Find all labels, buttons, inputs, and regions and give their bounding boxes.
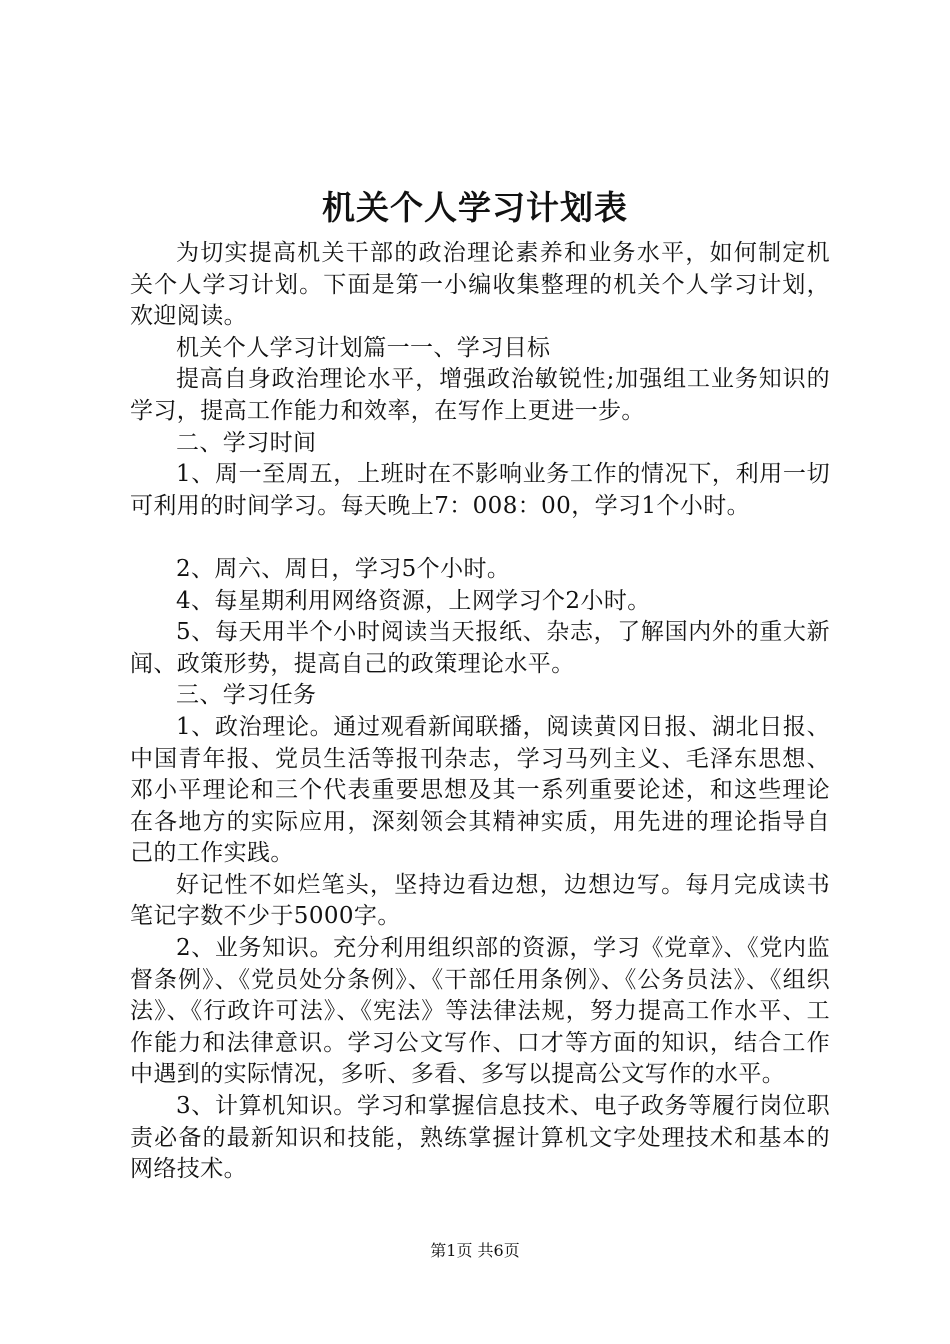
document-body (130, 238, 830, 1186)
section-heading-tasks: 三、学习任务 (176, 682, 317, 709)
task-notes: 好记性不如烂笔头，坚持边看边想，边想边写。每月完成读书笔记字数不少于5000字。 (130, 871, 830, 930)
document-title: 机关个人学习计划表 (322, 188, 628, 227)
page-footer: 第1页 共6页 (430, 1241, 520, 1260)
time-item-4: 4、每星期利用网络资源，上网学习个2小时。 (176, 587, 651, 614)
intro-paragraph: 为切实提高机关干部的政治理论素养和业务水平，如何制定机关个人学习计划。下面是第一小编收集整理的机关个人学习计划，欢迎阅读。 (130, 240, 830, 330)
goal-paragraph: 提高自身政治理论水平，增强政治敏锐性;加强组工业务知识的学习，提高工作能力和效率，在写作上更进一步。 (130, 366, 830, 424)
time-item-2: 2、周六、周日，学习5个小时。 (176, 555, 511, 582)
section-heading-time: 二、学习时间 (176, 429, 317, 456)
plan-heading: 机关个人学习计划篇一一、学习目标 (176, 334, 551, 361)
task-politics: 1、政治理论。通过观看新闻联播，阅读黄冈日报、湖北日报、中国青年报、党员生活等报刊杂志，学习马列主义、毛泽东思想、邓小平理论和三个代表重要思想及其一系列重要论述，和这些理论在各地方的实际应用，深刻领会其精神实质，用先进的理论指导自己的工作实践。 (130, 713, 830, 867)
time-item-1: 1、周一至周五，上班时在不影响业务工作的情况下，利用一切可利用的时间学习。每天晚上7：008：00，学习1个小时。 (130, 461, 830, 519)
time-item-5: 5、每天用半个小时阅读当天报纸、杂志，了解国内外的重大新闻、政策形势，提高自己的政策理论水平。 (130, 619, 830, 677)
task-business: 2、业务知识。充分利用组织部的资源，学习《党章》、《党内监督条例》、《党员处分条例》、《干部任用条例》、《公务员法》、《组织法》、《行政许可法》、《宪法》等法律法规，努力提高工作水平、工作能力和法律意识。学习公文写作、口才等方面的知识，结合工作中遇到的实际情况，多听、多看、多写以提高公文写作的水平。 (130, 935, 830, 1088)
task-computer: 3、计算机知识。学习和掌握信息技术、电子政务等履行岗位职责必备的最新知识和技能，熟练掌握计算机文字处理技术和基本的网络技术。 (130, 1093, 830, 1183)
